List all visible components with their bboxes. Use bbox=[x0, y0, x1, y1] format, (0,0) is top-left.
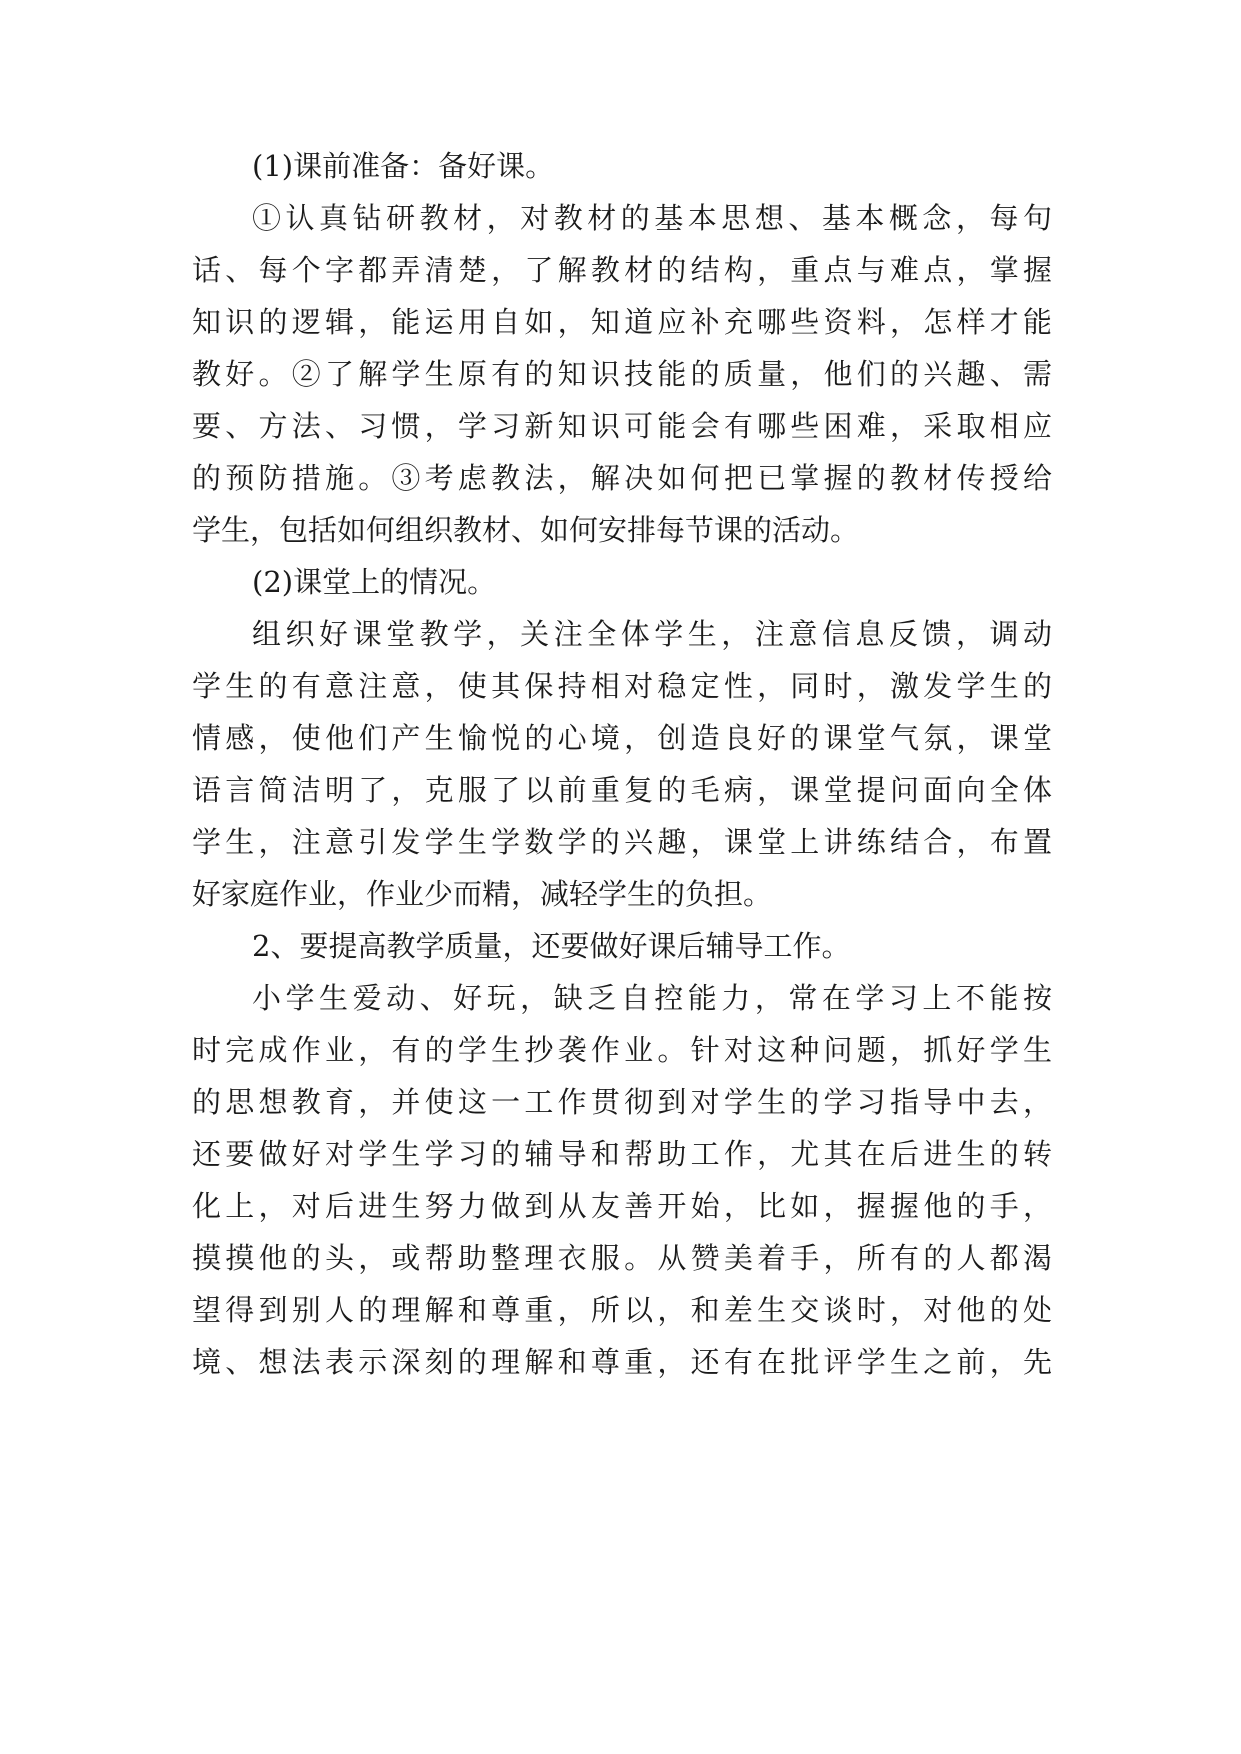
paragraph-line: 化上，对后进生努力做到从友善开始，比如，握握他的手， bbox=[192, 1189, 1052, 1223]
paragraph-line: 学生的有意注意，使其保持相对稳定性，同时，激发学生的 bbox=[192, 669, 1052, 703]
paragraph-line: 要、方法、习惯，学习新知识可能会有哪些困难，采取相应 bbox=[192, 409, 1052, 443]
paragraph-line: 学生，注意引发学生学数学的兴趣，课堂上讲练结合，布置 bbox=[192, 825, 1052, 859]
paragraph-line: ①认真钻研教材，对教材的基本思想、基本概念，每句 bbox=[252, 201, 1052, 235]
paragraph-line: 情感，使他们产生愉悦的心境，创造良好的课堂气氛，课堂 bbox=[192, 721, 1052, 755]
paragraph-line: 摸摸他的头，或帮助整理衣服。从赞美着手，所有的人都渴 bbox=[192, 1241, 1052, 1275]
paragraph-line: 学生，包括如何组织教材、如何安排每节课的活动。 bbox=[192, 513, 860, 547]
paragraph-line: 话、每个字都弄清楚，了解教材的结构，重点与难点，掌握 bbox=[192, 253, 1052, 287]
paragraph-line: 小学生爱动、好玩，缺乏自控能力，常在学习上不能按 bbox=[252, 981, 1052, 1015]
heading-lesson-preparation: (1)课前准备：备好课。 bbox=[252, 149, 555, 183]
paragraph-line: 还要做好对学生学习的辅导和帮助工作，尤其在后进生的转 bbox=[192, 1137, 1052, 1171]
paragraph-line: 时完成作业，有的学生抄袭作业。针对这种问题，抓好学生 bbox=[192, 1033, 1052, 1067]
paragraph-line: 的预防措施。③考虑教法，解决如何把已掌握的教材传授给 bbox=[192, 461, 1052, 495]
paragraph-line: 的思想教育，并使这一工作贯彻到对学生的学习指导中去， bbox=[192, 1085, 1052, 1119]
paragraph-line: 望得到别人的理解和尊重，所以，和差生交谈时，对他的处 bbox=[192, 1293, 1052, 1327]
paragraph-line: 好家庭作业，作业少而精，减轻学生的负担。 bbox=[192, 877, 773, 911]
paragraph-line: 教好。②了解学生原有的知识技能的质量，他们的兴趣、需 bbox=[192, 357, 1052, 391]
heading-classroom-situation: (2)课堂上的情况。 bbox=[252, 565, 497, 599]
heading-after-class-tutoring: 2、要提高教学质量，还要做好课后辅导工作。 bbox=[252, 929, 851, 963]
paragraph-line: 境、想法表示深刻的理解和尊重，还有在批评学生之前，先 bbox=[192, 1345, 1052, 1379]
paragraph-line: 组织好课堂教学，关注全体学生，注意信息反馈，调动 bbox=[252, 617, 1052, 651]
paragraph-line: 语言简洁明了，克服了以前重复的毛病，课堂提问面向全体 bbox=[192, 773, 1052, 807]
paragraph-line: 知识的逻辑，能运用自如，知道应补充哪些资料，怎样才能 bbox=[192, 305, 1052, 339]
